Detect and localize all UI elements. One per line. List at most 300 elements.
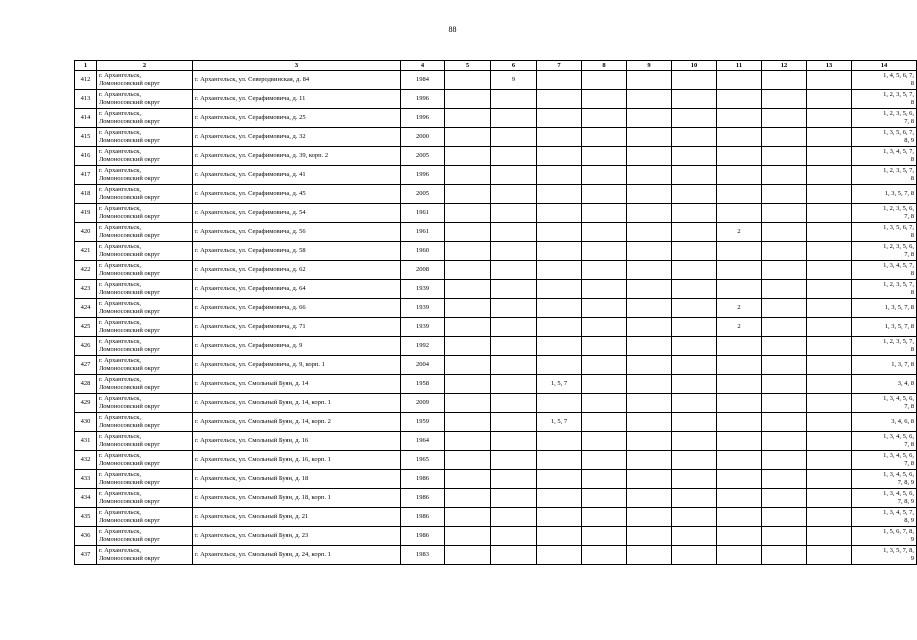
col-14-cell: [852, 71, 917, 90]
table-row: [75, 223, 917, 242]
area-cell: [97, 128, 193, 147]
col-13-cell: [807, 413, 852, 432]
address-cell: г. Архангельск, ул. Серафимовича, д. 32: [193, 128, 401, 147]
area-cell: [97, 413, 193, 432]
col-9-cell: [627, 432, 672, 451]
col-14-cell-line: 8: [910, 270, 914, 277]
col-10-cell: [672, 71, 717, 90]
col-14-cell-line: 1, 3, 4, 5, 6,: [883, 452, 914, 460]
area-cell-line: Ломоносовский округ: [99, 137, 160, 144]
col-12-cell: [762, 185, 807, 204]
table-row: [75, 356, 917, 375]
col-14-cell-line: 1, 3, 5, 7, 8: [884, 190, 914, 198]
col-8-cell: [582, 90, 627, 109]
col-6-cell: [491, 280, 537, 299]
area-cell-line: Ломоносовский округ: [99, 308, 160, 315]
col-6-cell: [491, 147, 537, 166]
col-9-cell: [627, 109, 672, 128]
col-12-cell: [762, 299, 807, 318]
col-12-cell: [762, 375, 807, 394]
col-14-cell-line: 1, 2, 3, 5, 6,: [883, 243, 914, 251]
row-number: 432: [75, 451, 97, 470]
column-header: 13: [807, 61, 852, 71]
col-7-cell: [537, 394, 582, 413]
year-cell: 1964: [401, 432, 445, 451]
column-header: 11: [717, 61, 762, 71]
col-6-cell: 9: [491, 71, 537, 90]
col-10-cell: [672, 451, 717, 470]
col-14-cell-line: 1, 2, 3, 5, 7,: [883, 91, 914, 99]
col-5-cell: [445, 242, 491, 261]
column-header: 1: [75, 61, 97, 71]
year-cell: 2005: [401, 185, 445, 204]
address-cell: г. Архангельск, ул. Серафимовича, д. 45: [193, 185, 401, 204]
area-cell: [97, 185, 193, 204]
area-cell-line: Ломоносовский округ: [99, 194, 160, 201]
area-cell: [97, 489, 193, 508]
col-14-cell-line: 1, 2, 3, 5, 7,: [883, 338, 914, 346]
col-14-cell-line: 7, 8: [904, 441, 914, 448]
col-11-cell: [717, 280, 762, 299]
col-11-cell: [717, 470, 762, 489]
year-cell: 1965: [401, 451, 445, 470]
col-6-cell: [491, 470, 537, 489]
col-10-cell: [672, 90, 717, 109]
area-cell: [97, 527, 193, 546]
col-14-cell: [852, 147, 917, 166]
col-11-cell: [717, 261, 762, 280]
col-9-cell: [627, 204, 672, 223]
col-8-cell: [582, 337, 627, 356]
col-9-cell: [627, 242, 672, 261]
col-7-cell: [537, 204, 582, 223]
address-cell: г. Архангельск, ул. Смольный Буян, д. 16, корп. 1: [193, 451, 401, 470]
row-number: 412: [75, 71, 97, 90]
col-11-cell: [717, 71, 762, 90]
col-6-cell: [491, 128, 537, 147]
area-cell: [97, 204, 193, 223]
area-cell-line: г. Архангельск,: [99, 281, 141, 289]
year-cell: 1984: [401, 71, 445, 90]
row-number: 434: [75, 489, 97, 508]
year-cell: 1996: [401, 109, 445, 128]
area-cell: [97, 90, 193, 109]
col-14-cell-line: 8: [910, 175, 914, 182]
col-13-cell: [807, 109, 852, 128]
table-row: [75, 508, 917, 527]
col-7-cell: [537, 451, 582, 470]
year-cell: 1992: [401, 337, 445, 356]
col-5-cell: [445, 109, 491, 128]
col-14-cell: [852, 261, 917, 280]
col-9-cell: [627, 470, 672, 489]
col-11-cell: 2: [717, 299, 762, 318]
col-11-cell: [717, 356, 762, 375]
col-6-cell: [491, 356, 537, 375]
row-number: 428: [75, 375, 97, 394]
col-14-cell: [852, 109, 917, 128]
col-12-cell: [762, 546, 807, 565]
col-6-cell: [491, 413, 537, 432]
col-8-cell: [582, 128, 627, 147]
area-cell-line: Ломоносовский округ: [99, 346, 160, 353]
table-row: [75, 489, 917, 508]
col-14-cell-line: 1, 3, 4, 5, 7,: [883, 262, 914, 270]
col-9-cell: [627, 147, 672, 166]
col-6-cell: [491, 242, 537, 261]
col-13-cell: [807, 223, 852, 242]
area-cell: [97, 356, 193, 375]
col-7-cell: [537, 90, 582, 109]
col-9-cell: [627, 546, 672, 565]
col-7-cell: [537, 109, 582, 128]
col-12-cell: [762, 356, 807, 375]
col-7-cell: [537, 147, 582, 166]
address-cell: г. Архангельск, ул. Серафимовича, д. 56: [193, 223, 401, 242]
col-10-cell: [672, 147, 717, 166]
col-14-cell: [852, 413, 917, 432]
col-12-cell: [762, 394, 807, 413]
register-table: [74, 60, 917, 565]
year-cell: 1939: [401, 318, 445, 337]
table-row: [75, 470, 917, 489]
col-7-cell: 1, 5, 7: [537, 375, 582, 394]
col-12-cell: [762, 71, 807, 90]
area-cell-line: г. Архангельск,: [99, 167, 141, 175]
col-10-cell: [672, 489, 717, 508]
area-cell-line: Ломоносовский округ: [99, 251, 160, 258]
col-11-cell: 2: [717, 223, 762, 242]
col-14-cell-line: 8, 9: [904, 137, 914, 144]
year-cell: 1960: [401, 242, 445, 261]
col-10-cell: [672, 109, 717, 128]
col-14-cell-line: 3, 4, 8: [897, 380, 914, 388]
col-9-cell: [627, 337, 672, 356]
year-cell: 1961: [401, 204, 445, 223]
area-cell-line: Ломоносовский округ: [99, 99, 160, 106]
year-cell: 1986: [401, 489, 445, 508]
address-cell: г. Архангельск, ул. Северодвинская, д. 84: [193, 71, 401, 90]
area-cell: [97, 318, 193, 337]
col-9-cell: [627, 261, 672, 280]
area-cell: [97, 109, 193, 128]
col-14-cell: [852, 508, 917, 527]
address-cell: г. Архангельск, ул. Смольный Буян, д. 18: [193, 470, 401, 489]
year-cell: 1961: [401, 223, 445, 242]
col-10-cell: [672, 280, 717, 299]
col-12-cell: [762, 223, 807, 242]
col-12-cell: [762, 489, 807, 508]
row-number: 413: [75, 90, 97, 109]
col-10-cell: [672, 223, 717, 242]
col-14-cell-line: 8: [910, 99, 914, 106]
col-9-cell: [627, 451, 672, 470]
table-row: [75, 71, 917, 90]
col-12-cell: [762, 451, 807, 470]
area-cell: [97, 508, 193, 527]
col-14-cell-line: 1, 2, 3, 5, 7,: [883, 167, 914, 175]
row-number: 426: [75, 337, 97, 356]
col-7-cell: [537, 128, 582, 147]
column-header: 3: [193, 61, 401, 71]
area-cell: [97, 432, 193, 451]
col-5-cell: [445, 375, 491, 394]
col-8-cell: [582, 413, 627, 432]
col-14-cell: [852, 546, 917, 565]
table-row: [75, 147, 917, 166]
col-12-cell: [762, 432, 807, 451]
area-cell-line: г. Архангельск,: [99, 338, 141, 346]
col-7-cell: [537, 223, 582, 242]
col-13-cell: [807, 318, 852, 337]
address-cell: г. Архангельск, ул. Смольный Буян, д. 14, корп. 2: [193, 413, 401, 432]
col-11-cell: [717, 242, 762, 261]
col-8-cell: [582, 489, 627, 508]
col-7-cell: [537, 261, 582, 280]
col-5-cell: [445, 223, 491, 242]
col-13-cell: [807, 508, 852, 527]
table-row: [75, 185, 917, 204]
year-cell: 1983: [401, 546, 445, 565]
col-13-cell: [807, 280, 852, 299]
col-8-cell: [582, 318, 627, 337]
col-12-cell: [762, 318, 807, 337]
col-6-cell: [491, 299, 537, 318]
col-14-cell: [852, 375, 917, 394]
address-cell: г. Архангельск, ул. Серафимовича, д. 66: [193, 299, 401, 318]
col-11-cell: [717, 204, 762, 223]
address-cell: г. Архангельск, ул. Смольный Буян, д. 16: [193, 432, 401, 451]
col-13-cell: [807, 242, 852, 261]
area-cell-line: г. Архангельск,: [99, 414, 141, 422]
col-14-cell-line: 7, 8, 9: [897, 479, 914, 486]
address-cell: г. Архангельск, ул. Смольный Буян, д. 21: [193, 508, 401, 527]
col-8-cell: [582, 204, 627, 223]
col-14-cell-line: 7, 8, 9: [897, 498, 914, 505]
col-14-cell-line: 1, 4, 5, 6, 7,: [883, 72, 914, 80]
col-13-cell: [807, 432, 852, 451]
row-number: 414: [75, 109, 97, 128]
area-cell: [97, 375, 193, 394]
area-cell: [97, 451, 193, 470]
col-12-cell: [762, 147, 807, 166]
col-5-cell: [445, 128, 491, 147]
area-cell: [97, 261, 193, 280]
col-9-cell: [627, 508, 672, 527]
area-cell-line: Ломоносовский округ: [99, 460, 160, 467]
address-cell: г. Архангельск, ул. Серафимовича, д. 9: [193, 337, 401, 356]
col-9-cell: [627, 280, 672, 299]
col-14-cell: [852, 394, 917, 413]
row-number: 419: [75, 204, 97, 223]
col-5-cell: [445, 318, 491, 337]
col-11-cell: [717, 185, 762, 204]
col-14-cell-line: 1, 2, 3, 5, 7,: [883, 281, 914, 289]
col-6-cell: [491, 451, 537, 470]
col-8-cell: [582, 451, 627, 470]
area-cell-line: г. Архангельск,: [99, 357, 141, 365]
row-number: 433: [75, 470, 97, 489]
address-cell: г. Архангельск, ул. Серафимовича, д. 64: [193, 280, 401, 299]
address-cell: г. Архангельск, ул. Смольный Буян, д. 24, корп. 1: [193, 546, 401, 565]
col-10-cell: [672, 299, 717, 318]
col-14-cell-line: 1, 3, 5, 6, 7,: [883, 129, 914, 137]
col-14-cell-line: 1, 3, 4, 5, 6,: [883, 433, 914, 441]
col-9-cell: [627, 166, 672, 185]
col-14-cell: [852, 223, 917, 242]
col-6-cell: [491, 337, 537, 356]
area-cell: [97, 166, 193, 185]
col-7-cell: 1, 5, 7: [537, 413, 582, 432]
col-11-cell: [717, 546, 762, 565]
col-8-cell: [582, 356, 627, 375]
year-cell: 1939: [401, 299, 445, 318]
row-number: 424: [75, 299, 97, 318]
col-12-cell: [762, 337, 807, 356]
col-11-cell: [717, 337, 762, 356]
table-header: [75, 61, 917, 71]
table-row: [75, 299, 917, 318]
col-10-cell: [672, 185, 717, 204]
col-13-cell: [807, 299, 852, 318]
address-cell: г. Архангельск, ул. Серафимовича, д. 62: [193, 261, 401, 280]
col-5-cell: [445, 432, 491, 451]
area-cell-line: Ломоносовский округ: [99, 213, 160, 220]
row-number: 437: [75, 546, 97, 565]
col-6-cell: [491, 223, 537, 242]
year-cell: 2008: [401, 261, 445, 280]
table-row: [75, 337, 917, 356]
col-14-cell-line: 9: [910, 555, 914, 562]
area-cell: [97, 223, 193, 242]
col-14-cell: [852, 242, 917, 261]
col-5-cell: [445, 261, 491, 280]
area-cell-line: г. Архангельск,: [99, 433, 141, 441]
area-cell-line: Ломоносовский округ: [99, 175, 160, 182]
col-6-cell: [491, 166, 537, 185]
year-cell: 2000: [401, 128, 445, 147]
col-7-cell: [537, 185, 582, 204]
row-number: 430: [75, 413, 97, 432]
area-cell-line: г. Архангельск,: [99, 319, 141, 327]
col-7-cell: [537, 71, 582, 90]
address-cell: г. Архангельск, ул. Серафимовича, д. 25: [193, 109, 401, 128]
header-row: [75, 61, 917, 71]
col-9-cell: [627, 223, 672, 242]
col-14-cell: [852, 489, 917, 508]
col-14-cell-line: 1, 3, 7, 8: [891, 361, 914, 369]
col-7-cell: [537, 432, 582, 451]
year-cell: 1958: [401, 375, 445, 394]
col-7-cell: [537, 470, 582, 489]
col-12-cell: [762, 470, 807, 489]
area-cell-line: г. Архангельск,: [99, 547, 141, 555]
address-cell: г. Архангельск, ул. Смольный Буян, д. 14, корп. 1: [193, 394, 401, 413]
col-10-cell: [672, 128, 717, 147]
table-row: [75, 375, 917, 394]
col-13-cell: [807, 470, 852, 489]
table-row: [75, 527, 917, 546]
col-5-cell: [445, 413, 491, 432]
col-14-cell-line: 1, 3, 4, 5, 7,: [883, 509, 914, 517]
col-8-cell: [582, 71, 627, 90]
col-14-cell-line: 8: [910, 156, 914, 163]
col-14-cell-line: 1, 3, 5, 7, 8: [884, 323, 914, 331]
col-8-cell: [582, 432, 627, 451]
col-11-cell: [717, 166, 762, 185]
col-6-cell: [491, 432, 537, 451]
row-number: 417: [75, 166, 97, 185]
area-cell: [97, 71, 193, 90]
col-9-cell: [627, 185, 672, 204]
col-14-cell-line: 1, 2, 3, 5, 6,: [883, 110, 914, 118]
col-10-cell: [672, 470, 717, 489]
col-14-cell: [852, 318, 917, 337]
col-6-cell: [491, 318, 537, 337]
year-cell: 1959: [401, 413, 445, 432]
col-7-cell: [537, 489, 582, 508]
col-14-cell: [852, 90, 917, 109]
col-5-cell: [445, 508, 491, 527]
col-6-cell: [491, 204, 537, 223]
col-12-cell: [762, 166, 807, 185]
table-row: [75, 242, 917, 261]
area-cell-line: Ломоносовский округ: [99, 118, 160, 125]
table-row: [75, 109, 917, 128]
column-header: 7: [537, 61, 582, 71]
col-10-cell: [672, 318, 717, 337]
area-cell-line: г. Архангельск,: [99, 452, 141, 460]
col-14-cell: [852, 451, 917, 470]
col-7-cell: [537, 242, 582, 261]
row-number: 427: [75, 356, 97, 375]
col-13-cell: [807, 128, 852, 147]
col-13-cell: [807, 71, 852, 90]
col-5-cell: [445, 280, 491, 299]
col-6-cell: [491, 90, 537, 109]
col-14-cell: [852, 527, 917, 546]
col-10-cell: [672, 204, 717, 223]
col-14-cell-line: 1, 3, 4, 5, 6,: [883, 395, 914, 403]
area-cell-line: г. Архангельск,: [99, 376, 141, 384]
area-cell-line: г. Архангельск,: [99, 243, 141, 251]
year-cell: 1939: [401, 280, 445, 299]
year-cell: 1996: [401, 90, 445, 109]
col-14-cell-line: 8: [910, 289, 914, 296]
address-cell: г. Архангельск, ул. Серафимовича, д. 41: [193, 166, 401, 185]
col-13-cell: [807, 375, 852, 394]
col-14-cell-line: 7, 8: [904, 213, 914, 220]
col-14-cell-line: 8: [910, 346, 914, 353]
col-5-cell: [445, 299, 491, 318]
row-number: 425: [75, 318, 97, 337]
col-5-cell: [445, 147, 491, 166]
row-number: 431: [75, 432, 97, 451]
row-number: 415: [75, 128, 97, 147]
column-header: 4: [401, 61, 445, 71]
col-13-cell: [807, 451, 852, 470]
area-cell-line: Ломоносовский округ: [99, 289, 160, 296]
area-cell-line: г. Архангельск,: [99, 224, 141, 232]
area-cell: [97, 546, 193, 565]
area-cell-line: Ломоносовский округ: [99, 270, 160, 277]
col-14-cell: [852, 356, 917, 375]
table-row: [75, 318, 917, 337]
col-11-cell: [717, 128, 762, 147]
col-12-cell: [762, 204, 807, 223]
table-row: [75, 546, 917, 565]
col-12-cell: [762, 90, 807, 109]
